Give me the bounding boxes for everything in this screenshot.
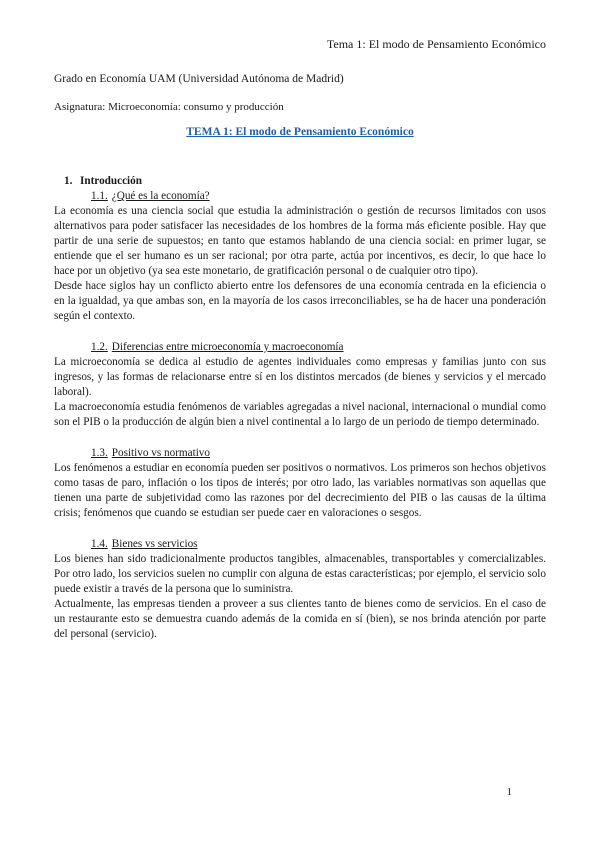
- subsection-heading-micro-macro: [54, 340, 546, 355]
- section-number: 1.: [64, 175, 73, 187]
- paragraph: Desde hace siglos hay un conflicto abierto entre los defensores de una economía centrada en la eficiencia o en la igualdad, ya que ambas son, en la mayoría de los casos irreconciliables, se ha de hacer una ponderación según el contexto.: [54, 280, 546, 322]
- document-body: [54, 174, 546, 642]
- spacer: [54, 430, 546, 446]
- degree-line: Grado en Economía UAM (Universidad Autónoma de Madrid): [54, 73, 344, 85]
- subsection-title: Positivo vs normativo: [111, 447, 210, 459]
- paragraph: La microeconomía se dedica al estudio de agentes individuales como empresas y familias junto con sus ingresos, y las formas de relacionarse entre sí en los distintos mercados (de bienes y servicios y el mercado laboral).: [54, 356, 546, 398]
- paragraph: Los fenómenos a estudiar en economía pueden ser positivos o normativos. Los primeros son hechos objetivos como tasas de paro, inflación o los tipos de interés; por otro lado, las variables normativas son aquellas que tienen una parte de subjetividad como las razones por del decrecimiento del PIB o las causas de la última crisis; fenómenos que cuando se estudian ser puede caer en valoraciones o sesgos.: [54, 462, 546, 519]
- document-title: TEMA 1: El modo de Pensamiento Económico: [186, 126, 414, 138]
- subject-line: Asignatura: Microeconomía: consumo y producción: [54, 101, 284, 113]
- subsection-title: Bienes vs servicios: [111, 538, 198, 550]
- subsection-number: 1.4.: [91, 538, 108, 550]
- paragraph: Los bienes han sido tradicionalmente productos tangibles, almacenables, transportables y comercializables. Por otro lado, los servicios suelen no cumplir con alguna de estas características; por ejemplo, el servicio solo puede existir a través de la persona que lo suministra.: [54, 553, 546, 595]
- subsection-number: 1.3.: [91, 447, 108, 459]
- subsection-number: 1.1.: [91, 190, 108, 202]
- subsection-heading-bienes-servicios: [54, 537, 546, 552]
- section-heading-introduction: [54, 174, 546, 189]
- section-title: Introducción: [80, 175, 142, 187]
- paragraph: La economía es una ciencia social que estudia la administración o gestión de recursos limitados con usos alternativos para poder satisfacer las necesidades de los hombres de la forma más eficiente posible. Hay que partir de una serie de supuestos; en tanto que estamos hablando de una ciencia social: en primer lugar, se entiende que el ser humano es un ser racional; por otra parte, actúa por incentivos, es decir, lo que hace lo hace por un objetivo (ya sea este monetario, de gratificación personal o de cualquier otro tipo).: [54, 205, 546, 277]
- running-header: Tema 1: El modo de Pensamiento Económico: [326, 37, 546, 51]
- subsection-heading-que-es-economia: [54, 189, 546, 204]
- subsection-number: 1.2.: [91, 341, 108, 353]
- paragraph: La macroeconomía estudia fenómenos de variables agregadas a nivel nacional, internacional o mundial como son el PIB o la producción de algún bien a nivel continental a lo largo de un periodo de tiempo determinado.: [54, 401, 546, 428]
- subsection-title: Diferencias entre microeconomía y macroeconomía: [111, 341, 344, 353]
- paragraph: Actualmente, las empresas tienden a proveer a sus clientes tanto de bienes como de servicios. En el caso de un restaurante esto se demuestra cuando además de la comida en sí (bien), se nos brinda atención por parte del personal (servicio).: [54, 598, 546, 640]
- page-number: 1: [506, 786, 512, 798]
- spacer: [54, 521, 546, 537]
- subsection-heading-positivo-normativo: [54, 446, 546, 461]
- spacer: [54, 324, 546, 340]
- subsection-title: ¿Qué es la economía?: [111, 190, 210, 202]
